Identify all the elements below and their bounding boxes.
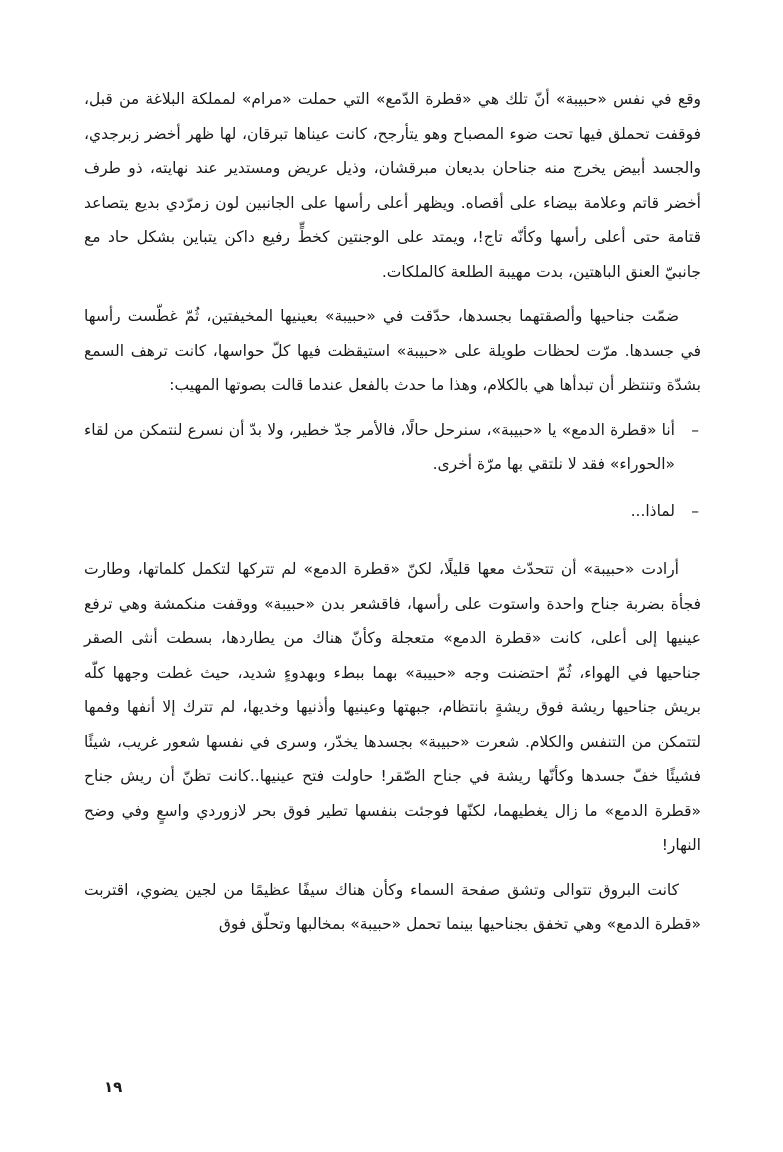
paragraph-1: وقع في نفس «حبيبة» أنّ تلك هي «قطرة الدّمع» التي حملت «مرام» لمملكة البلاغة من قبل، فوقفت تحملق فيها تحت ضوء المصباح وهو يتأرجح، كانت عيناها تبرقان، لها ظهر أخضر زبرجدي، والجسد أبيض يخرج منه جناحان بديعان مبرقشان، وذيل عريض ومستدير عند نهايته، ذو طرف أخضر قاتم وعلامة بيضاء على أقصاه. ويظهر أعلى رأسها على الجانبين لون زمرّدي بديع يتصاعد قتامة حتى أعلى رأسها وكأنّه تاج!، ويمتد على الوجنتين كخطٍّ رفيع داكن يتباين بشكل حاد مع جانبيّ العنق الباهتين، بدت مهيبة الطلعة كالملكات. [84, 90, 701, 281]
dialogue-dash: – [691, 501, 699, 520]
paragraph-2: ضمّت جناحيها وألصقتهما بجسدها، حدّقت في «حبيبة» بعينيها المخيفتين، ثُمّ غطّست رأسها في جسدها. مرّت لحظات طويلة على «حبيبة» استيقظت فيها كلّ حواسها، كانت ترهف السمع بشدّة وتنتظر أن تبدأها هي بالكلام، وهذا ما حدث بالفعل عندما قالت بصوتها المهيب: [84, 307, 701, 394]
dialogue-dash: – [691, 420, 699, 439]
paragraph-4: كانت البروق تتوالى وتشق صفحة السماء وكأن هناك سيفًا عظيمًا من لجين يضوي، اقتربت «قطرة الدمع» وهي تخفق بجناحيها بينما تحمل «حبيبة» بمخالبها وتحلّق فوق [84, 880, 701, 933]
dialogue-text: أنا «قطرة الدمع» يا «حبيبة»، سنرحل حالًا، فالأمر جدّ خطير، ولا بدّ أن نسرع لنتمكن من لقاء «الحوراء» فقد لا نلتقي بها مرّة أخرى. [84, 420, 675, 473]
dialogue-line-2 [84, 494, 701, 529]
dialogue-line-1 [84, 413, 701, 482]
page-number: ١٩ [104, 1078, 123, 1096]
paragraph-3: أرادت «حبيبة» أن تتحدّث معها قليلًا، لكنّ «قطرة الدمع» لم تتركها لتكمل كلماتها، وطارت فجأة بضربة جناح واحدة واستوت على رأسها، فاقشعر بدن «حبيبة» ووقفت منكمشة وهي ترفع عينيها إلى أعلى، كانت «قطرة الدمع» متعجلة وكأنّ هناك من يطاردها، بسطت أنثى الصقر جناحيها في الهواء، ثُمّ احتضنت وجه «حبيبة» بهما ببطء وبهدوءٍ شديد، حيث غطت وجهها كلّه بريش جناحيها ريشة فوق ريشةٍ بانتظام، جبهتها وعينيها وأذنيها وخديها، لم تترك إلا أنفها وفمها لتتمكن من التنفس والكلام. شعرت «حبيبة» بجسدها يخدّر، وسرى في نفسها شعور غريب، شيئًا فشيئًا خفّ جسدها وكأنّها ريشة في جناح الصّقر! حاولت فتح عينيها..كانت تظنّ أن ريش جناح «قطرة الدمع» ما زال يغطيهما، لكنّها فوجئت بنفسها تطير فوق بحر لازوردي واسعٍ وفي وضح النهار! [84, 560, 701, 854]
dialogue-text: لماذا... [630, 501, 675, 520]
dialogue-list [84, 413, 701, 529]
book-page-text [84, 82, 701, 942]
